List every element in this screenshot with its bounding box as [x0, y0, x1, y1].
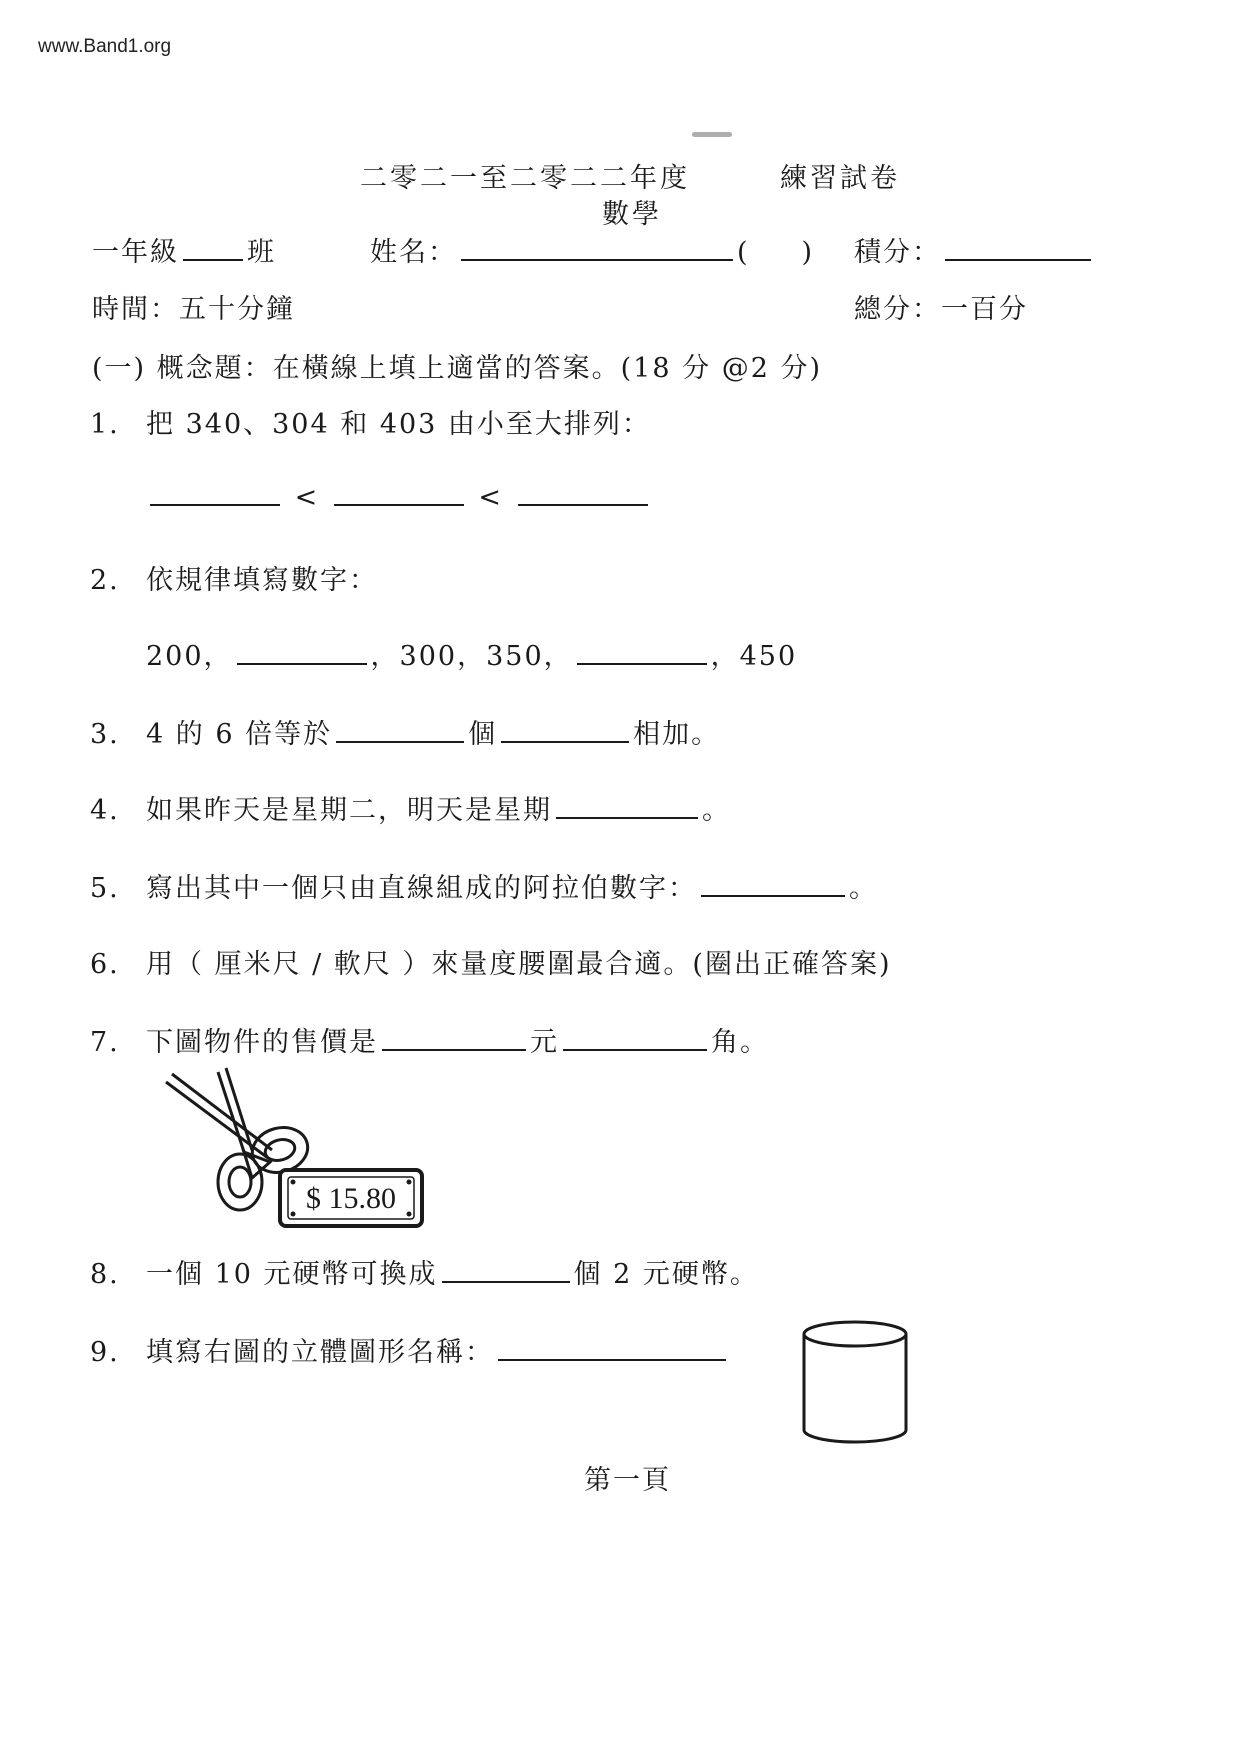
- score-blank[interactable]: [945, 237, 1091, 261]
- site-watermark: www.Band1.org: [38, 36, 172, 57]
- total-marks: 總分：一百分: [854, 294, 1028, 325]
- score-label: 積分：: [854, 237, 941, 268]
- grade-line: [92, 230, 276, 269]
- sequence-start: 200，: [146, 641, 233, 672]
- answer-blank[interactable]: [501, 719, 629, 743]
- question-text: 把 340、304 和 403 由小至大排列：: [146, 409, 651, 440]
- question-text: 下圖物件的售價是: [146, 1027, 378, 1058]
- question-text: 填寫右圖的立體圖形名稱：: [146, 1337, 494, 1368]
- less-than-sign: <: [478, 482, 504, 513]
- question-4: [90, 788, 731, 827]
- time-limit: 時間：五十分鐘: [92, 294, 295, 325]
- question-7: [90, 1020, 769, 1059]
- subject-title: 數學: [602, 199, 662, 230]
- question-number: 3.: [90, 719, 120, 750]
- answer-blank[interactable]: [334, 482, 464, 506]
- question-text: 。: [702, 795, 731, 826]
- question-text: 元: [530, 1027, 559, 1058]
- question-number: 5.: [90, 873, 120, 904]
- class-number-close: ): [801, 237, 815, 268]
- name-line: [370, 230, 814, 269]
- question-text: 相加。: [633, 719, 721, 750]
- question-1-answer: [146, 482, 652, 513]
- question-2-sequence: [146, 634, 797, 673]
- question-number: 6.: [90, 949, 120, 980]
- answer-blank[interactable]: [518, 482, 648, 506]
- scan-smudge: [692, 132, 732, 137]
- answer-blank[interactable]: [237, 641, 367, 665]
- answer-blank[interactable]: [336, 719, 464, 743]
- question-number: 7.: [90, 1027, 120, 1058]
- question-text: 寫出其中一個只由直線組成的阿拉伯數字：: [146, 873, 697, 904]
- question-number: 8.: [90, 1259, 120, 1290]
- name-label: 姓名：: [370, 237, 457, 268]
- class-blank[interactable]: [183, 237, 243, 261]
- question-text: 用（ 厘米尺 / 軟尺 ）來量度腰圍最合適。(圈出正確答案): [146, 949, 892, 980]
- question-1: [90, 402, 651, 441]
- answer-blank[interactable]: [150, 482, 280, 506]
- grade-label: 一年級: [92, 237, 179, 268]
- question-3: [90, 712, 720, 751]
- class-number-open: (: [737, 237, 750, 268]
- sequence-middle: ，300，350，: [370, 641, 573, 672]
- answer-blank[interactable]: [498, 1337, 726, 1361]
- paper-type: 練習試卷: [780, 163, 900, 194]
- question-text: 。: [849, 873, 878, 904]
- school-year: 二零二一至二零二二年度: [360, 163, 690, 194]
- score-line: [854, 230, 1095, 269]
- section-title: (一) 概念題：在橫線上填上適當的答案。(18 分 @2 分): [92, 353, 822, 384]
- sequence-end: ，450: [710, 641, 798, 672]
- answer-blank[interactable]: [701, 873, 845, 897]
- question-9: [90, 1330, 730, 1369]
- less-than-sign: <: [294, 482, 320, 513]
- name-blank[interactable]: [461, 237, 733, 261]
- question-number: 2.: [90, 565, 120, 596]
- question-6: [90, 942, 892, 981]
- question-text: 角。: [711, 1027, 769, 1058]
- question-text: 個: [468, 719, 498, 750]
- answer-blank[interactable]: [577, 641, 707, 665]
- cylinder-icon: [796, 1318, 914, 1448]
- answer-blank[interactable]: [442, 1259, 570, 1283]
- question-text: 如果昨天是星期二，明天是星期: [146, 795, 552, 826]
- question-number: 4.: [90, 795, 120, 826]
- question-text: 4 的 6 倍等於: [146, 719, 333, 750]
- question-text: 一個 10 元硬幣可換成: [146, 1259, 438, 1290]
- question-8: [90, 1252, 759, 1291]
- class-label: 班: [247, 237, 276, 268]
- scissors-icon: [160, 1060, 430, 1236]
- question-number: 9.: [90, 1337, 120, 1368]
- question-text: 個 2 元硬幣。: [573, 1259, 759, 1290]
- question-text: 依規律填寫數字：: [146, 565, 378, 596]
- question-5: [90, 866, 878, 905]
- price-label: $ 15.80: [306, 1182, 396, 1215]
- answer-blank[interactable]: [382, 1027, 526, 1051]
- answer-blank[interactable]: [563, 1027, 707, 1051]
- answer-blank[interactable]: [556, 795, 698, 819]
- question-number: 1.: [90, 409, 120, 440]
- page-number: 第一頁: [584, 1465, 671, 1496]
- question-2: [90, 558, 378, 597]
